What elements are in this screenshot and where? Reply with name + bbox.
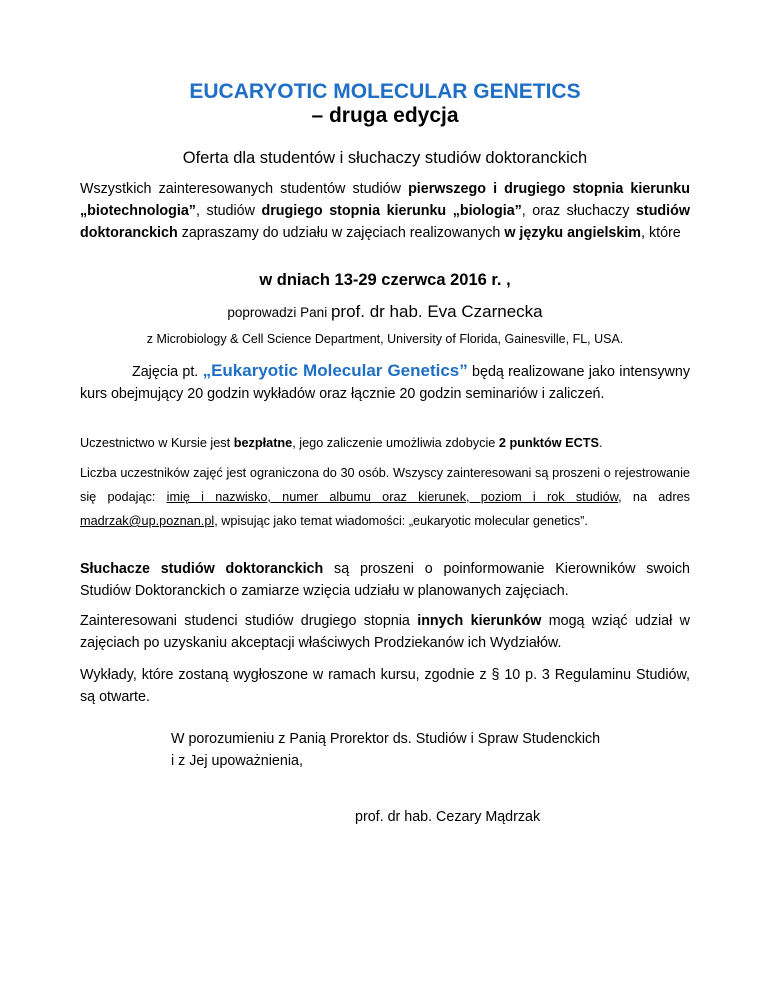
intro-text-5: , które [641,225,681,241]
document-title: EUCARYOTIC MOLECULAR GENETICS [189,80,581,103]
registration-text-1: Liczba uczestników zajęć jest ograniczona do 30 osób. Wszyscy zainteresowani są proszeni o rejestrowanie się podając: [80,466,690,504]
phd-paragraph [80,558,690,602]
intro-bold-1: pierwszego i drugiego stopnia kierunku „biotechnologia” [80,181,690,219]
intro-bold-3: studiów doktoranckich [80,203,690,241]
phd-bold: Słuchacze studiów doktoranckich [80,561,324,577]
fee-bold-ects: 2 punktów ECTS [498,436,599,450]
course-paragraph [80,360,690,405]
fee-text-1: Uczestnictwo w Kursie jest [80,436,234,450]
offer-heading: Oferta dla studentów i słuchaczy studiów doktoranckich [182,149,588,167]
intro-bold-2: drugiego stopnia kierunku „biologia” [261,203,522,219]
registration-email-link[interactable]: madrzak@up.poznan.pl [80,514,215,528]
intro-text-1: Wszystkich zainteresowanych studentów studiów [80,181,409,197]
course-text-2: będą realizowane jako intensywny kurs obejmujący 20 godzin wykładów oraz łącznie 20 godzin seminariów i zaliczeń. [80,364,690,402]
registration-text-3: , wpisując jako temat wiadomości: „eukaryotic molecular genetics”. [214,514,588,528]
intro-text-3: , oraz słuchaczy [521,203,636,219]
lecturer-affiliation: z Microbiology & Cell Science Department, University of Florida, Gainesville, FL, USA. [146,332,624,346]
course-text-1: Zajęcia pt. [132,364,203,380]
intro-paragraph [80,178,690,244]
closing-block [171,728,600,772]
fee-bold-free: bezpłatne [233,436,293,450]
lecturer-prefix: poprowadzi Pani [227,305,331,320]
course-name: „Eukaryotic Molecular Genetics” [202,361,468,380]
lecturer-name: prof. dr hab. Eva Czarnecka [330,302,543,321]
fee-text-3: . [598,436,603,450]
document-subtitle-edition: – druga edycja [311,104,459,127]
intro-text-4: zapraszamy do udziału w zajęciach realizowanych [177,225,505,241]
intro-text-2: , studiów [195,203,262,219]
intro-bold-4: w języku angielskim [504,225,642,241]
registration-text-2: , na adres [618,490,690,504]
phd-text: są proszeni o poinformowanie Kierowników swoich Studiów Doktoranckich o zamiarze wzięcia udziału w planowanych zajęciach. [80,561,690,599]
others-text-2: mogą wziąć udział w zajęciach po uzyskaniu akceptacji właściwych Prodziekanów ich Wydziałów. [80,613,690,651]
signature: prof. dr hab. Cezary Mądrzak [355,809,541,825]
closing-line-2: i z Jej upoważnienia, [171,753,303,769]
lecturer-line [80,302,690,323]
open-lectures-paragraph: Wykłady, które zostaną wygłoszone w ramach kursu, zgodnie z § 10 p. 3 Regulaminu Studiów, są otwarte. [80,667,690,705]
registration-paragraph [80,461,690,533]
fee-text-2: , jego zaliczenie umożliwia zdobycie [292,436,499,450]
registration-required-data: imię i nazwisko, numer albumu oraz kierunek, poziom i rok studiów [166,490,619,504]
others-bold: innych kierunków [417,613,542,629]
course-dates: w dniach 13-29 czerwca 2016 r. , [259,271,511,289]
closing-line-1: W porozumieniu z Panią Prorektor ds. Studiów i Spraw Studenckich [171,731,601,747]
others-text-1: Zainteresowani studenci studiów drugiego stopnia [80,613,418,629]
other-fields-paragraph [80,610,690,654]
fee-paragraph [80,432,690,454]
